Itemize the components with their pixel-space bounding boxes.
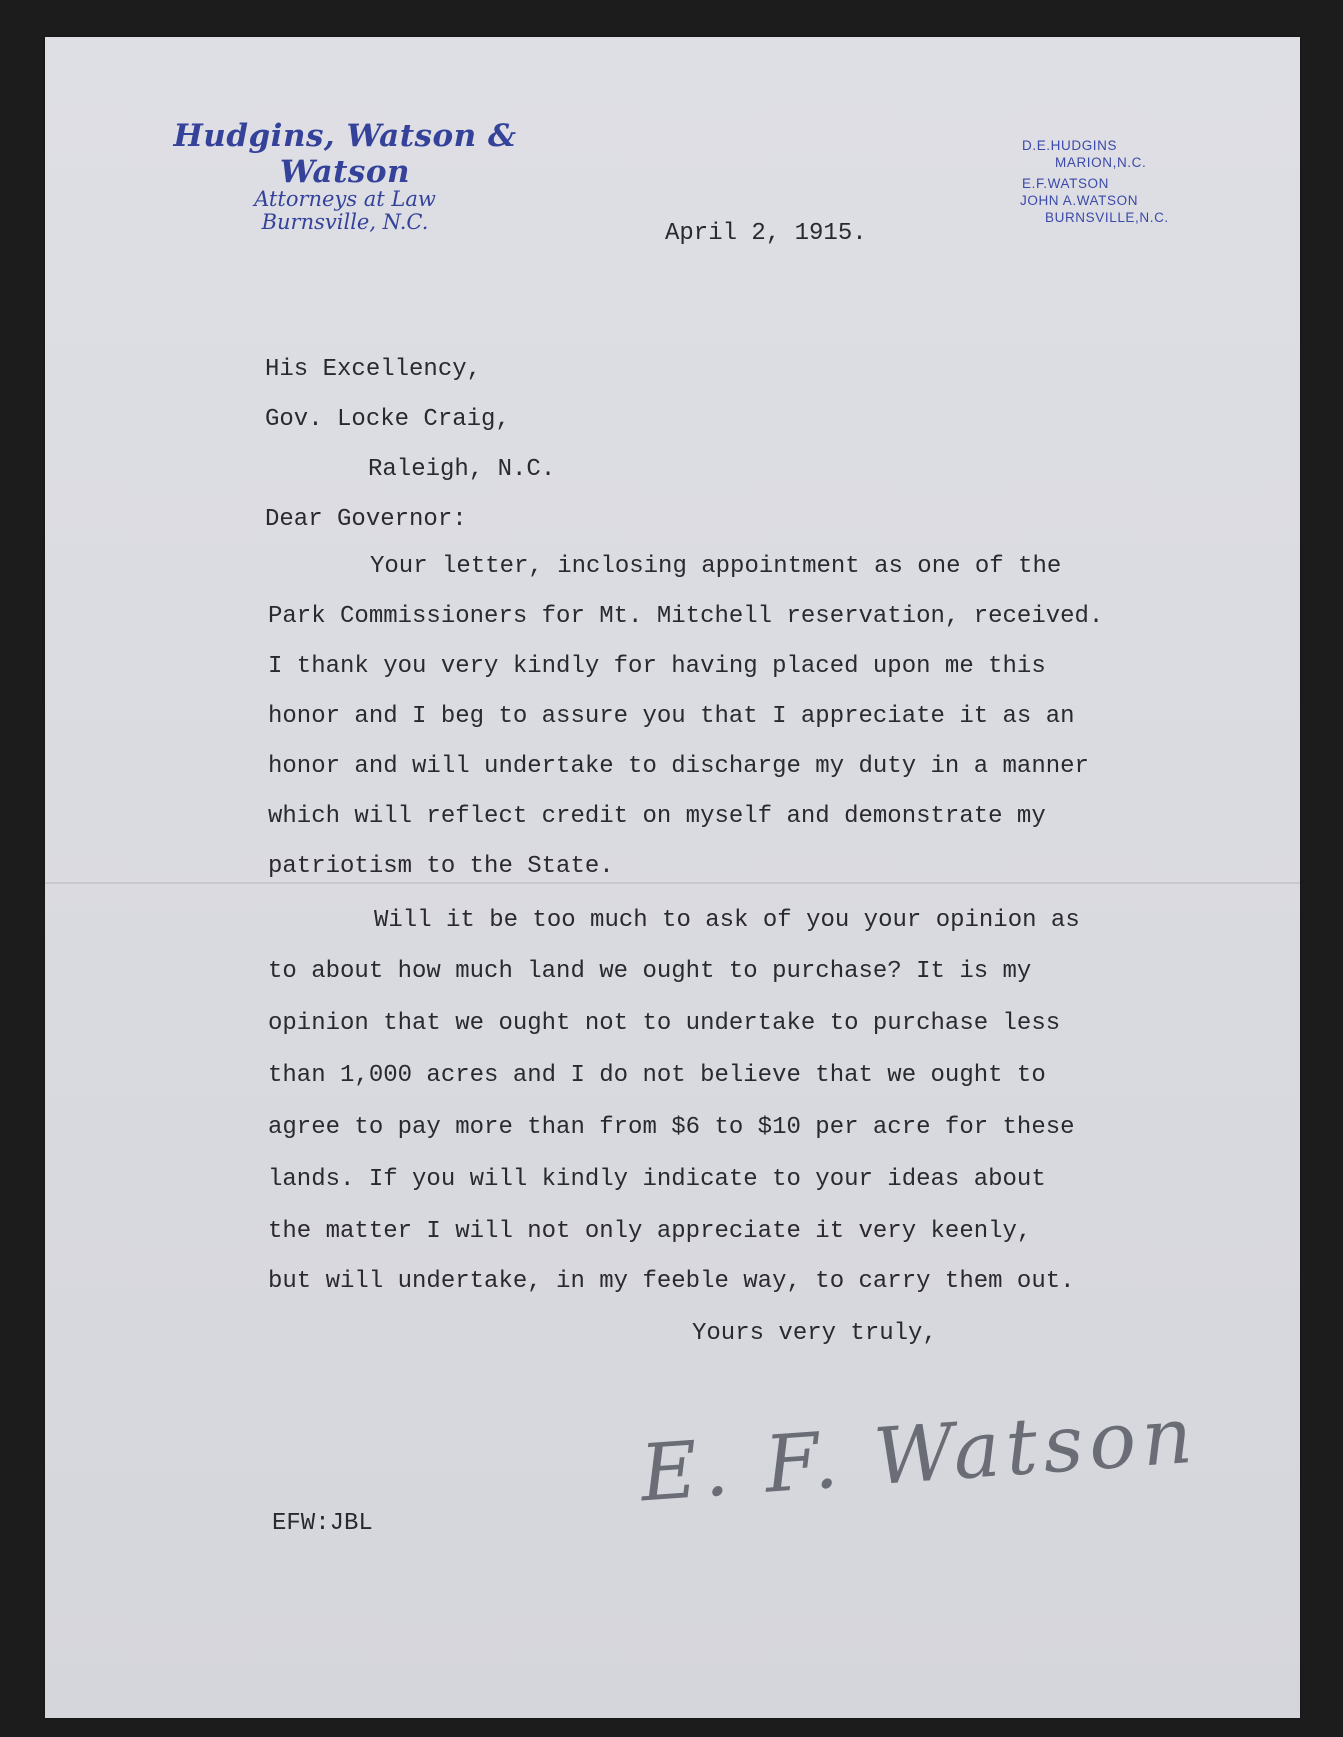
body-line: lands. If you will kindly indicate to your ideas about (268, 1166, 1046, 1193)
body-line: than 1,000 acres and I do not believe that we ought to (268, 1062, 1046, 1089)
body-line: to about how much land we ought to purchase? It is my (268, 958, 1032, 985)
address-line-2: Gov. Locke Craig, (265, 406, 510, 433)
body-line: patriotism to the State. (268, 853, 614, 880)
body-line: opinion that we ought not to undertake to purchase less (268, 1010, 1061, 1037)
body-line: Will it be too much to ask of you your opinion as (374, 907, 1080, 934)
handwritten-signature: E. F. Watson (637, 1390, 1202, 1520)
member-line: JOHN A.WATSON (1020, 193, 1139, 208)
salutation: Dear Governor: (265, 506, 467, 533)
firm-name: Hudgins, Watson & Watson (173, 118, 517, 190)
letterhead-members (1000, 137, 1169, 226)
firm-location: Burnsville, N.C. (261, 210, 429, 234)
letterhead-firm (115, 118, 575, 234)
address-line-1: His Excellency, (265, 356, 482, 383)
typist-initials: EFW:JBL (272, 1510, 373, 1537)
member-line: E.F.WATSON (1022, 176, 1109, 191)
body-line: agree to pay more than from $6 to $10 per acre for these (268, 1114, 1075, 1141)
paper-fold (45, 882, 1300, 884)
body-line: I thank you very kindly for having placed upon me this (268, 653, 1046, 680)
body-line: Park Commissioners for Mt. Mitchell reservation, received. (268, 603, 1104, 630)
body-line: the matter I will not only appreciate it very keenly, (268, 1218, 1032, 1245)
letter-date: April 2, 1915. (665, 220, 867, 247)
body-line: honor and will undertake to discharge my duty in a manner (268, 753, 1089, 780)
member-line: MARION,N.C. (1055, 155, 1147, 170)
address-line-3: Raleigh, N.C. (368, 456, 556, 483)
body-line: but will undertake, in my feeble way, to carry them out. (268, 1268, 1075, 1295)
body-line: Your letter, inclosing appointment as one of the (370, 553, 1062, 580)
closing: Yours very truly, (692, 1320, 937, 1347)
member-line: D.E.HUDGINS (1022, 138, 1118, 153)
member-line: BURNSVILLE,N.C. (1045, 210, 1169, 225)
body-line: which will reflect credit on myself and demonstrate my (268, 803, 1046, 830)
body-line: honor and I beg to assure you that I appreciate it as an (268, 703, 1075, 730)
firm-subtitle: Attorneys at Law (254, 187, 436, 211)
